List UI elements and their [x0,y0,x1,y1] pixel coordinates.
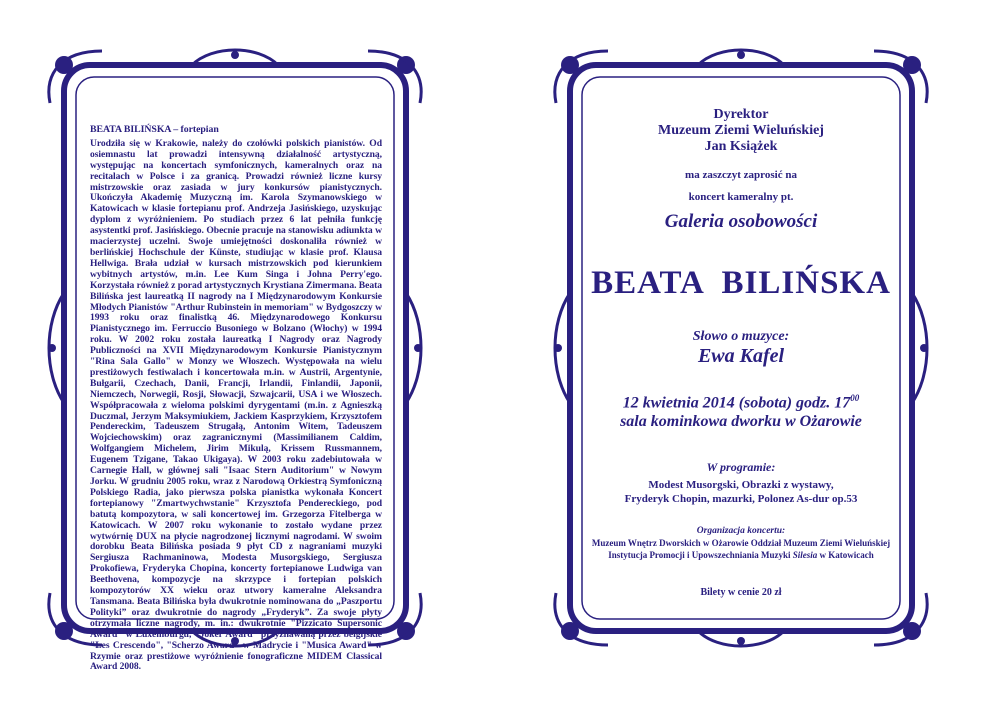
speaker-label: Słowo o muzyce: [692,329,790,344]
invite-line: ma zaszczyt zaprosić na [685,169,797,181]
organization-line-1: Muzeum Wnętrz Dworskich w Ożarowie Oddział Muzeum Ziemi Wieluńskiej [591,538,891,548]
invitation [548,43,934,653]
program-item-2: Fryderyk Chopin, mazurki, Polonez As-dur op.53 [624,493,858,505]
director-title: Dyrektor [713,107,769,122]
concert-date-text: 12 kwietnia 2014 (sobota) godz. 17 [622,394,851,412]
organization-line-2-a: Instytucja Promocji i Upowszechniania Muzyki [608,550,793,560]
biography-heading: BEATA BILIŃSKA – fortepian [90,124,219,135]
program-item-1: Modest Musorgski, Obrazki z wystawy, [648,479,834,491]
concert-type: koncert kameralny pt. [688,191,794,203]
organization-line-2-b: Silesia [792,550,818,560]
organization-label: Organizacja koncertu: [696,526,786,536]
biography [90,124,382,673]
museum-name: Muzeum Ziemi Wieluńskiej [658,123,824,138]
right-page [548,43,934,653]
organization-line-2 [578,550,904,560]
director-name: Jan Książek [704,139,778,154]
program-label: W programie: [706,460,776,474]
performer-name: BEATA BILIŃSKA [591,265,891,301]
left-page [42,43,428,673]
ticket-price: Bilety w cenie 20 zł [700,587,782,598]
concert-venue: sala kominkowa dworku w Ożarowie [620,413,862,430]
concert-date [578,393,904,412]
biography-text: Urodziła się w Krakowie, należy do czołówki polskich pianistów. Od osiemnastu lat prowadzi intensywną działalność artystyczną, występując na koncertach symfonicznych, kameralnych oraz na recitalach w Polsce i za granicą. Prowadzi również liczne kursy mistrzowskie oraz zasiada w jury konkursów pianistycznych. Ukończyła Akademię Muzyczną im. Karola Szymanowskiego w Katowicach w klasie fortepianu prof. Andrzeja Jasińskiego, uzyskując dyplom z wyróżnieniem. Po studiach przez 6 lat pełniła funkcję asystentki prof. Jasińskiego. Obecnie pracuje na stanowisku adiunkta w macierzystej uczelni. Swoje umiejętności doskonaliła również w berlińskiej Hochschule der Künste, studiując w klasie prof. Klausa Hellwiga. Brała udział w kursach mistrzowskich pod kierunkiem wybitnych artystów, m.in. Lee Kum Singa i Johna Perry'ego. Korzystała również z porad artystycznych Krystiana Zimermana. Beata Bilińska jest laureatką II nagrody na I Międzynarodowym Konkursie Młodych Pianistów "Arthur Rubinstein in memoriam" w Bydgoszczy w 1993 roku oraz finalistką 46. Międzynarodowego Konkursu Pianistycznego im. Ferruccio Busoniego w Bolzano (Włochy) w 1994 roku. W 2002 roku została laureatką I Nagrody oraz Nagrody Publiczności na XVII Międzynarodowym Konkursie Pianistycznym "Rina Sala Gallo" w Monzy we Włoszech. Występowała na wielu prestiżowych festiwalach i koncertowała m.in. w Austrii, Argentynie, Bułgarii, Czechach, Danii, Francji, Irlandii, Finlandii, Japonii, Niemczech, Norwegii, Rosji, Słowacji, Szwajcarii, USA i we Włoszech. Współpracowała z wieloma polskimi dyrygentami (m.in. z Agnieszką Duczmal, Jerzym Maksymiukiem, Jackiem Kasprzykiem, Krzysztofem Pendereckim, Tadeuszem Strugałą, Antonim Witem, Tadeuszem Wojciechowskim) oraz zagranicznymi (Massimilianem Caldim, Wolfgangiem Michelem, Jirim Mikulą, Krissem Russmannem, Eugenem Tzigane, Takao Ukigaya). W 2003 roku zadebiutowała w Carnegie Hall, w głównej sali "Isaac Stern Auditorium" w Nowym Jorku. W grudniu 2005 roku, wraz z Narodową Orkiestrą Symfoniczną Polskiego Radia, jako pierwsza polska pianistka wykonała Koncert fortepianowy "Zmartwychwstanie" Krzysztofa Pendereckiego, pod batutą kompozytora, w sali koncertowej im. Grzegorza Fitelberga w Katowicach. W 2007 roku wykonanie to zostało wydane przez wytwórnię DUX na płycie nagrodzonej licznymi nagrodami. W swoim dorobku Beata Bilińska posiada 9 płyt CD z nagraniami muzyki Sergiusza Rachmaninowa, Modesta Musorgskiego, Sergiusza Prokofiewa, Fryderyka Chopina, koncerty fortepianowe Ludwiga van Beethovena, kompozycje na skrzypce i fortepian polskich kompozytorów XX wieku oraz utwory kameralne Aleksandra Tansmana. Beata Bilińska była dwukrotnie nominowana do „Paszportu Polityki” oraz dwukrotnie do nagrody „Fryderyk”. Za swoje płyty otrzymała liczne nagrody, m. in.: dwukrotnie "Pizzicato Supersonic Award" w Luxemburgu, "Joker Award" przyznawaną przez belgijskie "Les Crescendo", "Scherzo Award" w Madrycie i "Musica Award" w Rzymie oraz prestiżowe wyróżnienie fonograficzne MIDEM Classical Award 2008. [90,137,382,673]
concert-title: Galeria osobowości [664,211,818,232]
concert-date-minutes: 00 [850,393,860,403]
speaker-name: Ewa Kafel [697,345,785,367]
organization-line-2-c: w Katowicach [817,550,874,560]
